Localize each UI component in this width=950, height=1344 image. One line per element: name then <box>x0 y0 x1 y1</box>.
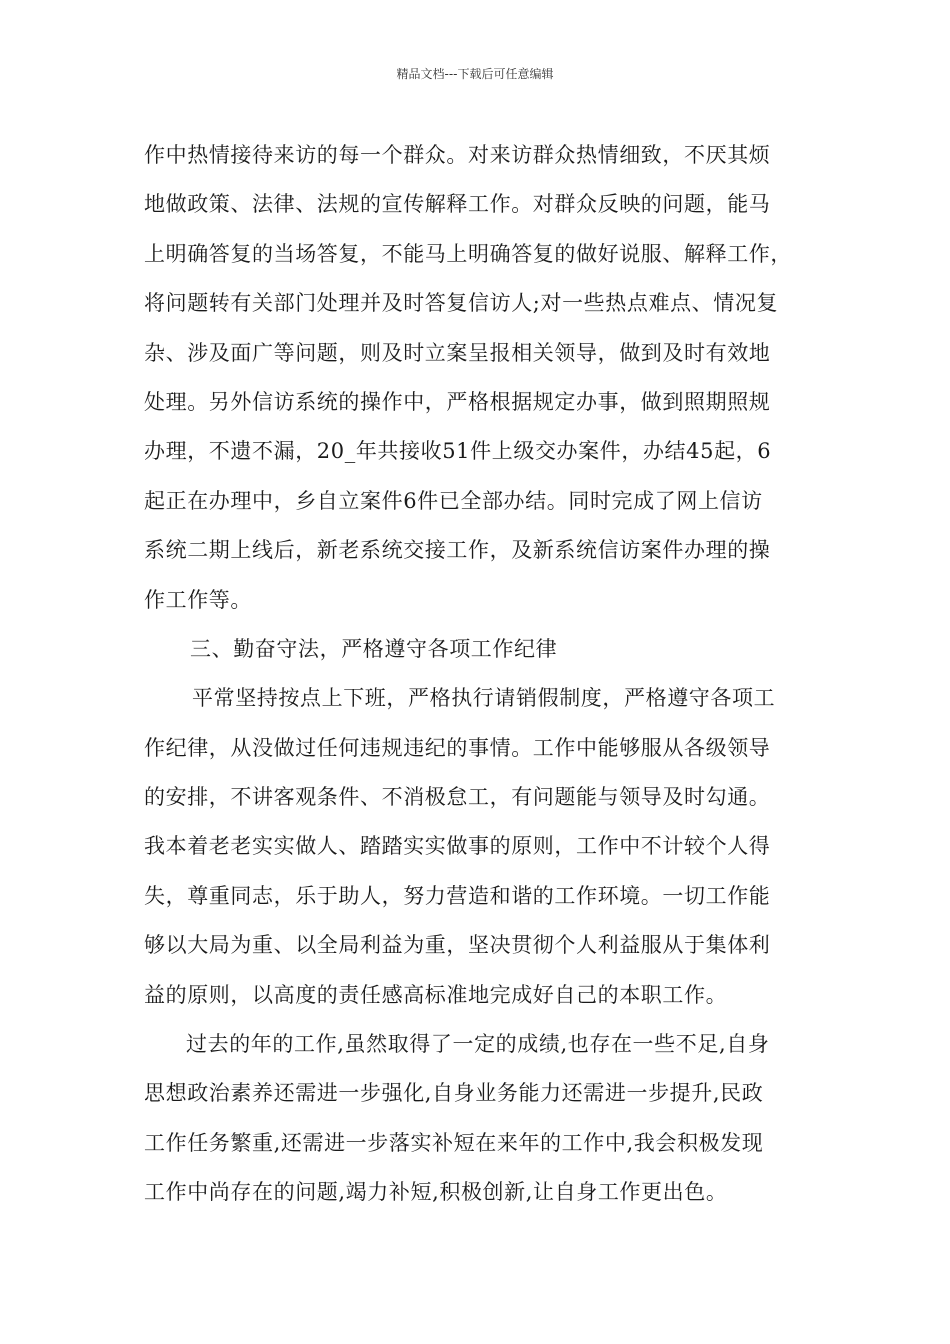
page-header: 精品文档---下载后可任意编辑 <box>396 67 554 81</box>
text-line: 将问题转有关部门处理并及时答复信访人;对一些热点难点、情况复 <box>144 291 779 316</box>
text-line: 思想政治素养还需进一步强化,自身业务能力还需进一步提升,民政 <box>144 1081 764 1106</box>
text-line: 失，尊重同志，乐于助人，努力营造和谐的工作环境。一切工作能 <box>144 883 771 908</box>
text-line: 过去的年的工作,虽然取得了一定的成绩,也存在一些不足,自身 <box>186 1032 770 1057</box>
text-line: 杂、涉及面广等问题，则及时立案呈报相关领导，做到及时有效地 <box>144 340 771 365</box>
text-line: 作中热情接待来访的每一个群众。对来访群众热情细致，不厌其烦 <box>144 143 771 167</box>
text-line: 上明确答复的当场答复，不能马上明确答复的做好说服、解释工作， <box>144 241 792 266</box>
text-line: 够以大局为重、以全局利益为重，坚决贯彻个人利益服从于集体利 <box>144 933 771 958</box>
text-line: 平常坚持按点上下班，严格执行请销假制度，严格遵守各项工 <box>192 686 776 711</box>
text-line: 作纪律，从没做过任何违规违纪的事情。工作中能够服从各级领导 <box>144 735 771 760</box>
text-line: 益的原则，以高度的责任感高标准地完成好自己的本职工作。 <box>144 982 728 1007</box>
text-line: 地做政策、法律、法规的宣传解释工作。对群众反映的问题，能马 <box>144 192 771 217</box>
text-line: 办理，不遗不漏，20_年共接收51件上级交办案件，办结45起，6 <box>144 439 772 464</box>
text-line: 工作任务繁重,还需进一步落实补短在来年的工作中,我会积极发现 <box>144 1130 764 1155</box>
text-line: 的安排，不讲客观条件、不消极怠工，有问题能与领导及时勾通。 <box>144 785 771 810</box>
section-heading: 三、勤奋守法，严格遵守各项工作纪律 <box>190 636 558 661</box>
text-line: 处理。另外信访系统的操作中，严格根据规定办事，做到照期照规 <box>144 389 771 414</box>
document-body <box>144 131 824 1218</box>
text-line: 我本着老老实实做人、踏踏实实做事的原则，工作中不计较个人得 <box>144 834 771 859</box>
text-line: 作工作等。 <box>144 587 252 612</box>
text-line: 工作中尚存在的问题,竭力补短,积极创新,让自身工作更出色。 <box>144 1180 728 1205</box>
text-line: 系统二期上线后，新老系统交接工作，及新系统信访案件办理的操 <box>144 538 771 563</box>
text-line: 起正在办理中，乡自立案件6件已全部办结。同时完成了网上信访 <box>144 488 763 513</box>
